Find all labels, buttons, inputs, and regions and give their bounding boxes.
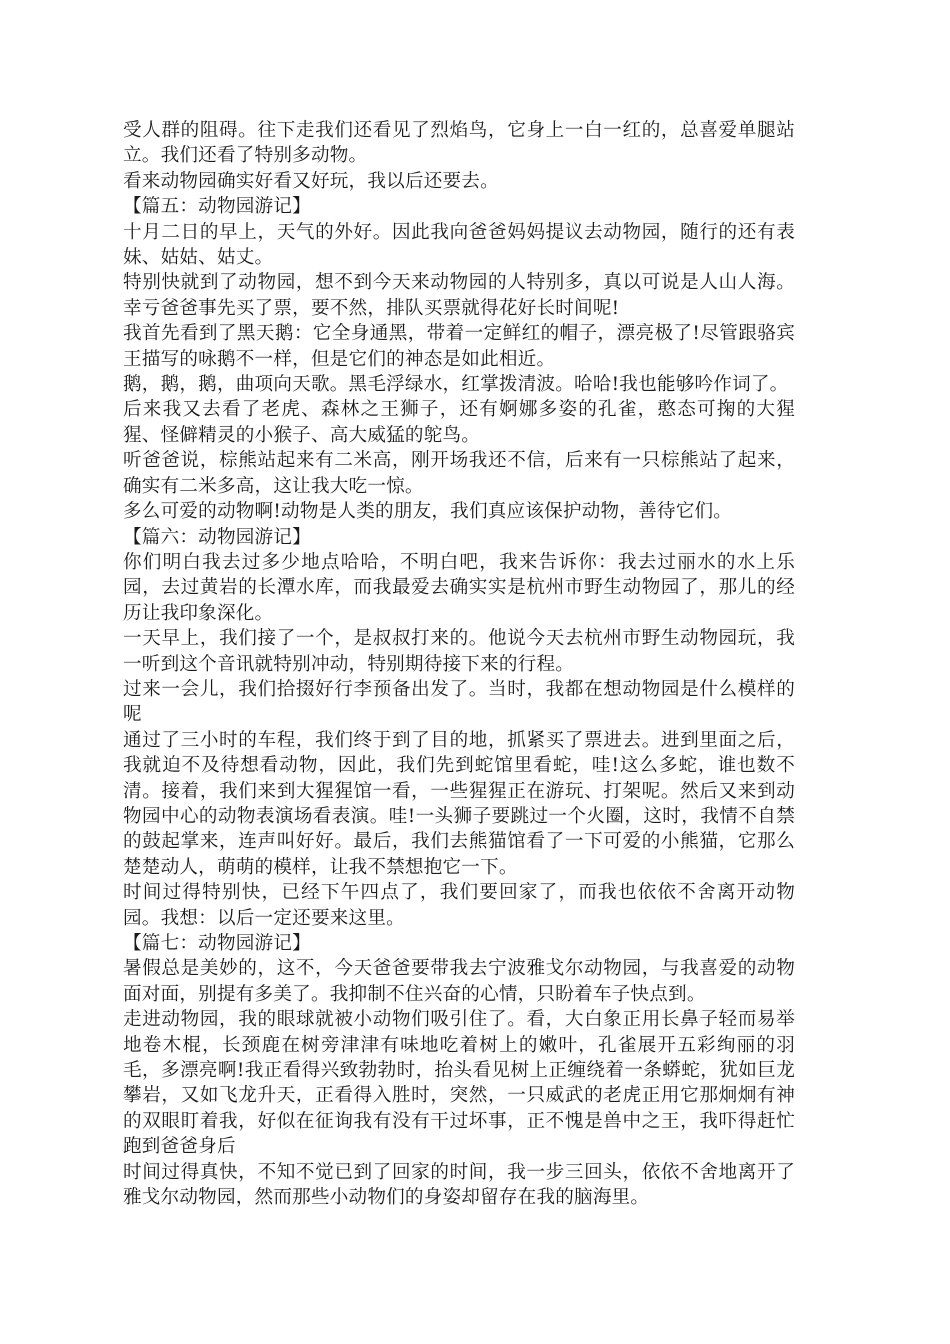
paragraph: 十月二日的早上，天气的外好。因此我向爸爸妈妈提议去动物园，随行的还有表妹、姑姑、姑丈。 xyxy=(123,221,795,269)
paragraph: 听爸爸说，棕熊站起来有二米高，刚开场我还不信，后来有一只棕熊站了起来，确实有二米多高，这让我大吃一惊。 xyxy=(123,450,795,497)
paragraph: 后来我又去看了老虎、森林之王狮子，还有婀娜多姿的孔雀，憨态可掬的大猩猩、怪僻精灵的小猴子、高大威猛的鸵鸟。 xyxy=(123,399,795,446)
paragraph: 通过了三小时的车程，我们终于到了目的地，抓紧买了票进去。进到里面之后，我就迫不及待想看动物，因此，我们先到蛇馆里看蛇，哇!这么多蛇，谁也数不清。接着，我们来到大猩猩馆一看，一些猩猩正在游玩、打架呢。然后又来到动物园中心的动物表演场看表演。哇!一头狮子要跳过一个火圈，这时，我情不自禁的鼓起掌来，连声叫好好。最后，我们去熊猫馆看了一下可爱的小熊猫，它那么楚楚动人，萌萌的模样，让我不禁想抱它一下。 xyxy=(123,729,795,878)
document-body xyxy=(123,118,795,1210)
section-heading: 【篇五：动物园游记】 xyxy=(123,196,311,218)
paragraph: 一天早上，我们接了一个，是叔叔打来的。他说今天去杭州市野生动物园玩，我一听到这个音讯就特别冲动，特别期待接下来的行程。 xyxy=(123,628,795,675)
paragraph: 走进动物园，我的眼球就被小动物们吸引住了。看，大白象正用长鼻子轻而易举地卷木棍，长颈鹿在树旁津津有味地吃着树上的嫩叶，孔雀展开五彩绚丽的羽毛，多漂亮啊!我正看得兴致勃勃时，抬头看见树上正缠绕着一条蟒蛇，犹如巨龙攀岩，又如飞龙升天，正看得入胜时，突然，一只威武的老虎正用它那炯炯有神的双眼盯着我，好似在征询我有没有干过坏事，正不愧是兽中之王，我吓得赶忙跑到爸爸身后 xyxy=(123,1009,795,1158)
paragraph: 我首先看到了黑天鹅：它全身通黑，带着一定鲜红的帽子，漂亮极了!尽管跟骆宾王描写的咏鹅不一样，但是它们的神态是如此相近。 xyxy=(123,323,795,370)
paragraph: 鹅，鹅，鹅，曲项向天歌。黑毛浮绿水，红掌拨清波。哈哈!我也能够吟作词了。 xyxy=(123,374,789,396)
paragraph: 时间过得真快，不知不觉已到了回家的时间，我一步三回头，依依不舍地离开了雅戈尔动物园，然而那些小动物们的身姿却留存在我的脑海里。 xyxy=(123,1161,795,1209)
paragraph: 你们明白我去过多少地点哈哈，不明白吧，我来告诉你：我去过丽水的水上乐园，去过黄岩的长潭水库，而我最爱去确实实是杭州市野生动物园了，那儿的经历让我印象深化。 xyxy=(123,551,795,624)
paragraph: 暑假总是美妙的，这不，今天爸爸要带我去宁波雅戈尔动物园，与我喜爱的动物面对面，别提有多美了。我抑制不住兴奋的心情，只盼着车子快点到。 xyxy=(123,958,795,1005)
paragraph: 多么可爱的动物啊!动物是人类的朋友，我们真应该保护动物，善待它们。 xyxy=(123,501,733,523)
section-heading: 【篇七：动物园游记】 xyxy=(123,933,311,954)
paragraph: 时间过得特别快，已经下午四点了，我们要回家了，而我也依依不舍离开动物园。我想：以后一定还要来这里。 xyxy=(123,882,795,929)
paragraph: 看来动物园确实好看又好玩，我以后还要去。 xyxy=(123,170,499,192)
paragraph: 受人群的阻碍。往下走我们还看见了烈焰鸟，它身上一白一红的，总喜爱单腿站立。我们还看了特别多动物。 xyxy=(123,120,795,167)
paragraph: 过来一会儿，我们拾掇好行李预备出发了。当时，我都在想动物园是什么模样的呢 xyxy=(123,678,795,726)
section-heading: 【篇六：动物园游记】 xyxy=(123,526,311,548)
paragraph: 特别快就到了动物园，想不到今天来动物园的人特别多，真以可说是人山人海。幸亏爸爸事先买了票，要不然，排队买票就得花好长时间呢! xyxy=(123,272,795,319)
